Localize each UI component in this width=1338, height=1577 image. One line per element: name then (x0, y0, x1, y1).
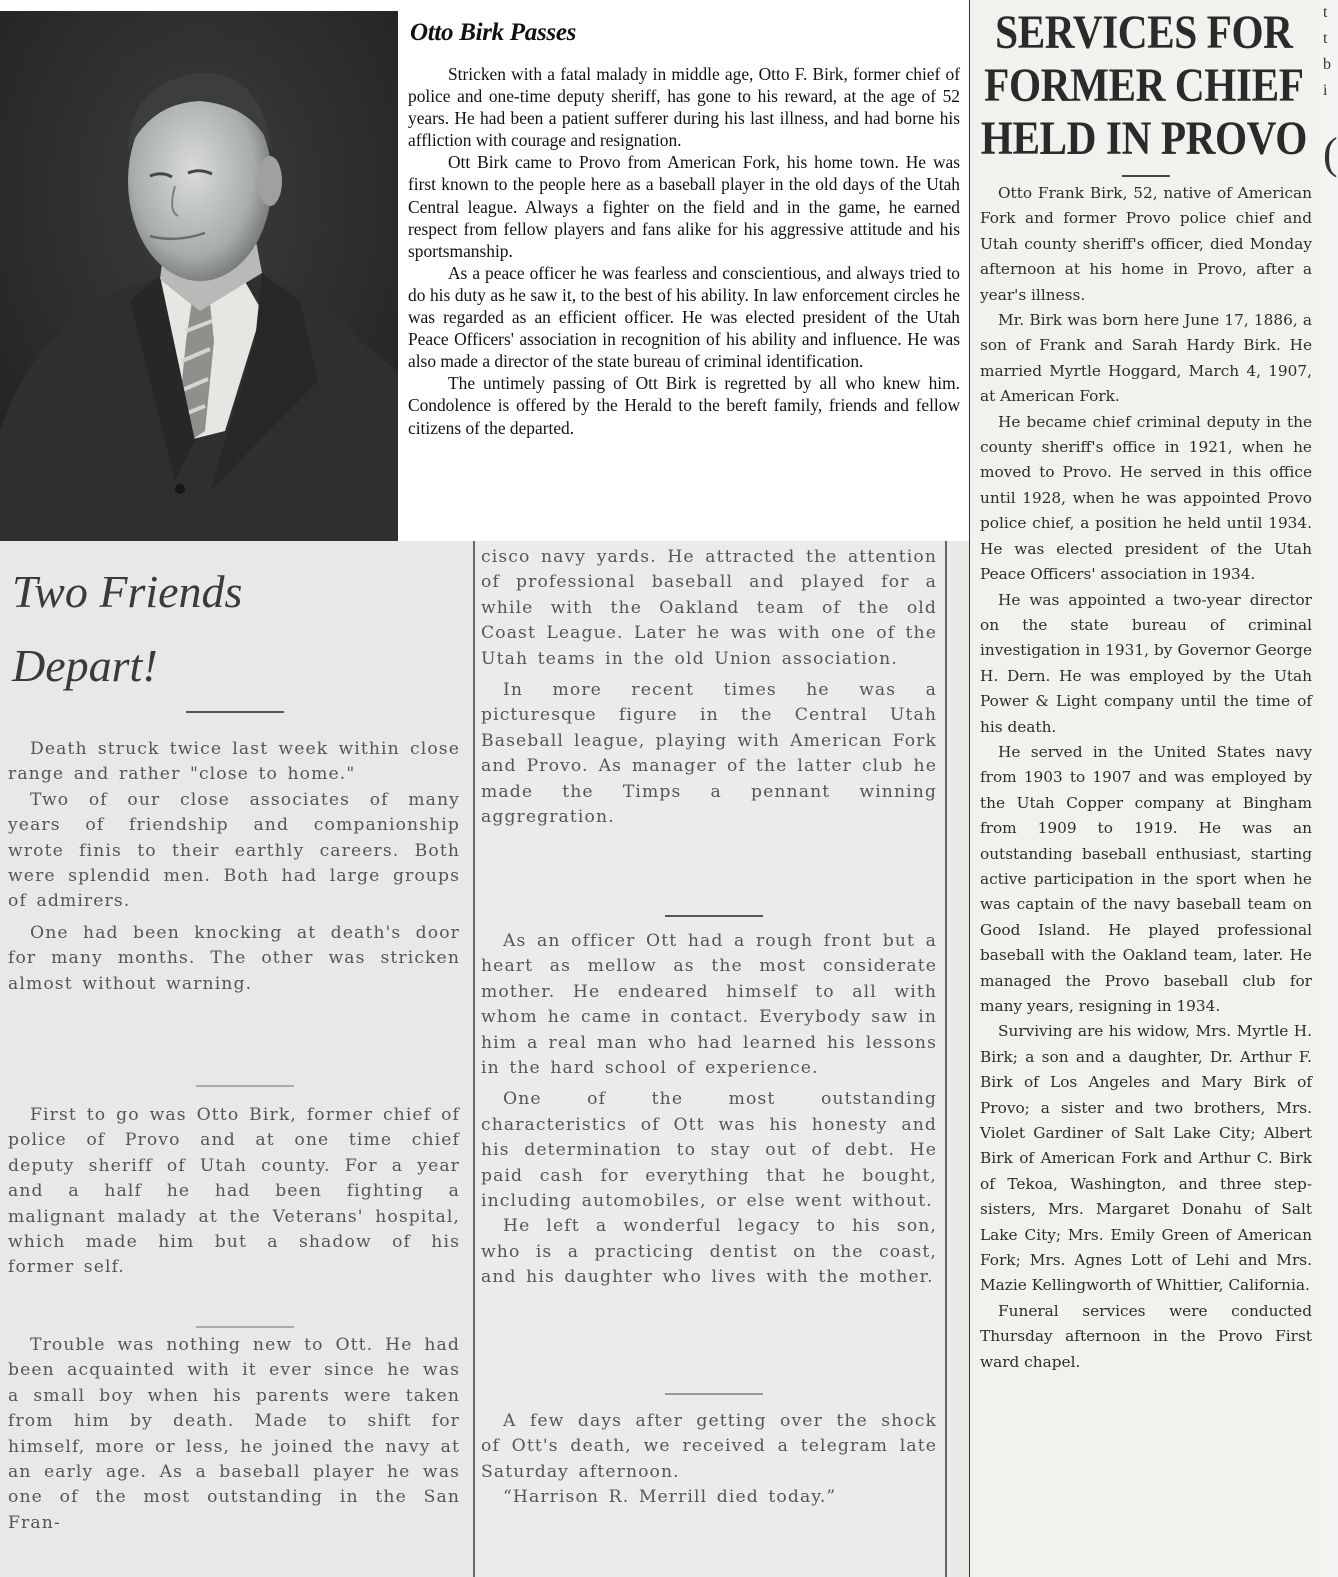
herald-paragraph: As a peace officer he was fearless and conscientious, and always tried to do his duty as he saw it, to the best of his ability. In law enforcement circles he was regarded as an efficient officer. He was elected president of the Utah Peace Officers' association in recognition of his ability and influence. He was also made a director of the state bureau of criminal identification. (408, 262, 960, 372)
column-one-section-two (8, 1103, 460, 1281)
services-paragraph: Surviving are his widow, Mrs. Myrtle H. Birk; a son and a daughter, Dr. Arthur F. Birk of Los Angeles and Mary Birk of Provo; a sister and two brothers, Mrs. Violet Gardiner of Salt Lake City; Albert Birk of American Fork and Arthur C. Birk of Tekoa, Washington, and three step-sisters, Mrs. Margaret Donahu of Salt Lake City; Mrs. Emily Green of American Fork; Mrs. Agnes Lott of Lehi and Mrs. Mazie Kellingworth of Whittier, California. (980, 1022, 1312, 1295)
column-paragraph: One of the most outstanding characteristics of Ott was his honesty and his determination to stay out of debt. He paid cash for everything that he bought, including automobiles, or else went without. (481, 1089, 937, 1212)
services-obituary-clipping (969, 0, 1321, 1577)
column-paragraph: He left a wonderful legacy to his son, who is a practicing dentist on the coast, and his daughter who lives with the mother. (481, 1216, 937, 1288)
herald-body (408, 63, 960, 439)
services-paragraph: He served in the United States navy from 1903 to 1907 and was employed by the Utah Copper company at Bingham from 1909 to 1919. He was an outstanding baseball enthusiast, starting active participation in the sport when he was captain of the navy baseball team on Good Island. He played professional baseball with the Oakland team, later. He managed the Provo baseball club for many years, resigning in 1934. (980, 742, 1312, 1015)
services-paragraph: Otto Frank Birk, 52, native of American Fork and former Provo police chief and Utah county sheriff's officer, died Monday afternoon at his home in Provo, after a year's illness. (980, 184, 1312, 304)
headline-line: FORMER CHIEF (984, 59, 1304, 112)
services-paragraph: He became chief criminal deputy in the county sheriff's office in 1921, when he moved to Provo. He served in this office until 1928, when he was appointed Provo police chief, a position he held until 1934. He was elected president of the Utah Peace Officers' association in 1934. (980, 412, 1312, 584)
two-friends-depart-clipping (0, 541, 969, 1577)
headline-line: HELD IN PROVO (980, 112, 1307, 165)
column-one-section-one (8, 737, 460, 997)
fragment-text: t (1323, 30, 1328, 47)
column-two-section-one (481, 545, 937, 830)
fragment-text: t (1323, 4, 1328, 21)
section-divider (196, 1326, 294, 1328)
herald-paragraph: Stricken with a fatal malady in middle age, Otto F. Birk, former chief of police and one-time deputy sheriff, has gone to his reward, at the age of 52 years. He had been a patient sufferer during his last illness, and had borne his affliction with courage and resignation. (408, 64, 960, 151)
herald-paragraph: The untimely passing of Ott Birk is regretted by all who knew him. Condolence is offered by the Herald to the bereft family, friends and fellow citizens of the departed. (408, 373, 960, 438)
section-divider (665, 915, 763, 917)
column-paragraph: “Harrison R. Merrill died today.” (503, 1487, 837, 1508)
herald-headline: Otto Birk Passes (410, 19, 577, 46)
column-paragraph: First to go was Otto Birk, former chief of police of Provo and at one time chief deputy sheriff of Utah county. For a year and a half he had been fighting a malignant malady at the Veterans' hospital, which made him but a shadow of his former self. (8, 1105, 460, 1278)
column-two-section-two (481, 929, 937, 1291)
column-paragraph: A few days after getting over the shock of Ott's death, we received a telegram late Saturday afternoon. (481, 1411, 937, 1482)
fragment-text: i (1323, 82, 1328, 99)
section-divider (196, 1085, 294, 1087)
headline-divider (1122, 175, 1170, 177)
column-one (6, 541, 466, 1577)
headline-line: SERVICES FOR (995, 6, 1293, 59)
services-paragraph: He was appointed a two-year director on the state bureau of criminal investigation in 1931, by Governor George H. Dern. He was employed by the Utah Power & Light company until the time of his death. (980, 590, 1312, 736)
herald-paragraph: Ott Birk came to Provo from American Fork, his home town. He was first known to the people here as a baseball player in the old days of the Utah Central league. Always a fighter on the field and in the game, he earned respect from fellow players and fans alike for his aggressive attitude and his sportsmanship. (408, 152, 960, 261)
column-paragraph: As an officer Ott had a rough front but a heart as mellow as the most considerate mother. He endeared himself to all with whom he came in contact. Everybody saw in him a real man who had learned his lessons in the hard school of experience. (481, 931, 937, 1079)
column-one-section-three (8, 1333, 460, 1536)
column-two-section-three (481, 1409, 937, 1511)
fragment-text: b (1323, 56, 1331, 73)
column-paragraph: cisco navy yards. He attracted the attention of professional baseball and played for a while with the Oakland team of the old Coast League. Later he was with one of the Utah teams in the old Union association. (481, 547, 937, 669)
column-paragraph: Trouble was nothing new to Ott. He had been acquainted with it ever since he was a small boy when his parents were taken from him by death. Made to shift for himself, more or less, he joined the navy at an early age. As a baseball player he was one of the most outstanding in the San Fran- (8, 1335, 460, 1533)
fragment-text: ( (1323, 129, 1338, 178)
column-title (12, 555, 242, 703)
title-line: Two Friends (12, 566, 243, 617)
column-paragraph: One had been knocking at death's door for many months. The other was stricken almost without warning. (8, 922, 460, 994)
section-divider (186, 711, 284, 713)
column-paragraph: Death struck twice last week within close range and rather "close to home." (8, 739, 460, 785)
services-paragraph: Mr. Birk was born here June 17, 1886, a son of Frank and Sarah Hardy Birk. He married Myrtle Hoggard, March 4, 1907, at American Fork. (980, 311, 1312, 406)
services-headline (974, 6, 1314, 165)
column-paragraph: In more recent times he was a picturesque figure in the Central Utah Baseball league, playing with American Fork and Provo. As manager of the latter club he made the Timps a pennant winning aggregration. (481, 680, 937, 828)
title-line: Depart! (12, 640, 158, 691)
section-divider (665, 1393, 763, 1395)
adjacent-column-fragment (1319, 0, 1338, 1577)
column-two (473, 541, 947, 1577)
services-paragraph: Funeral services were conducted Thursday afternoon in the Provo First ward chapel. (980, 1301, 1312, 1371)
portrait-photo (0, 11, 398, 541)
portrait-photo-icon (0, 11, 398, 541)
services-body (980, 181, 1312, 1375)
herald-editorial-clipping (398, 11, 968, 541)
column-paragraph: Two of our close associates of many years of friendship and companionship wrote finis to their earthly careers. Both were splendid men. Both had large groups of admirers. (8, 789, 460, 912)
